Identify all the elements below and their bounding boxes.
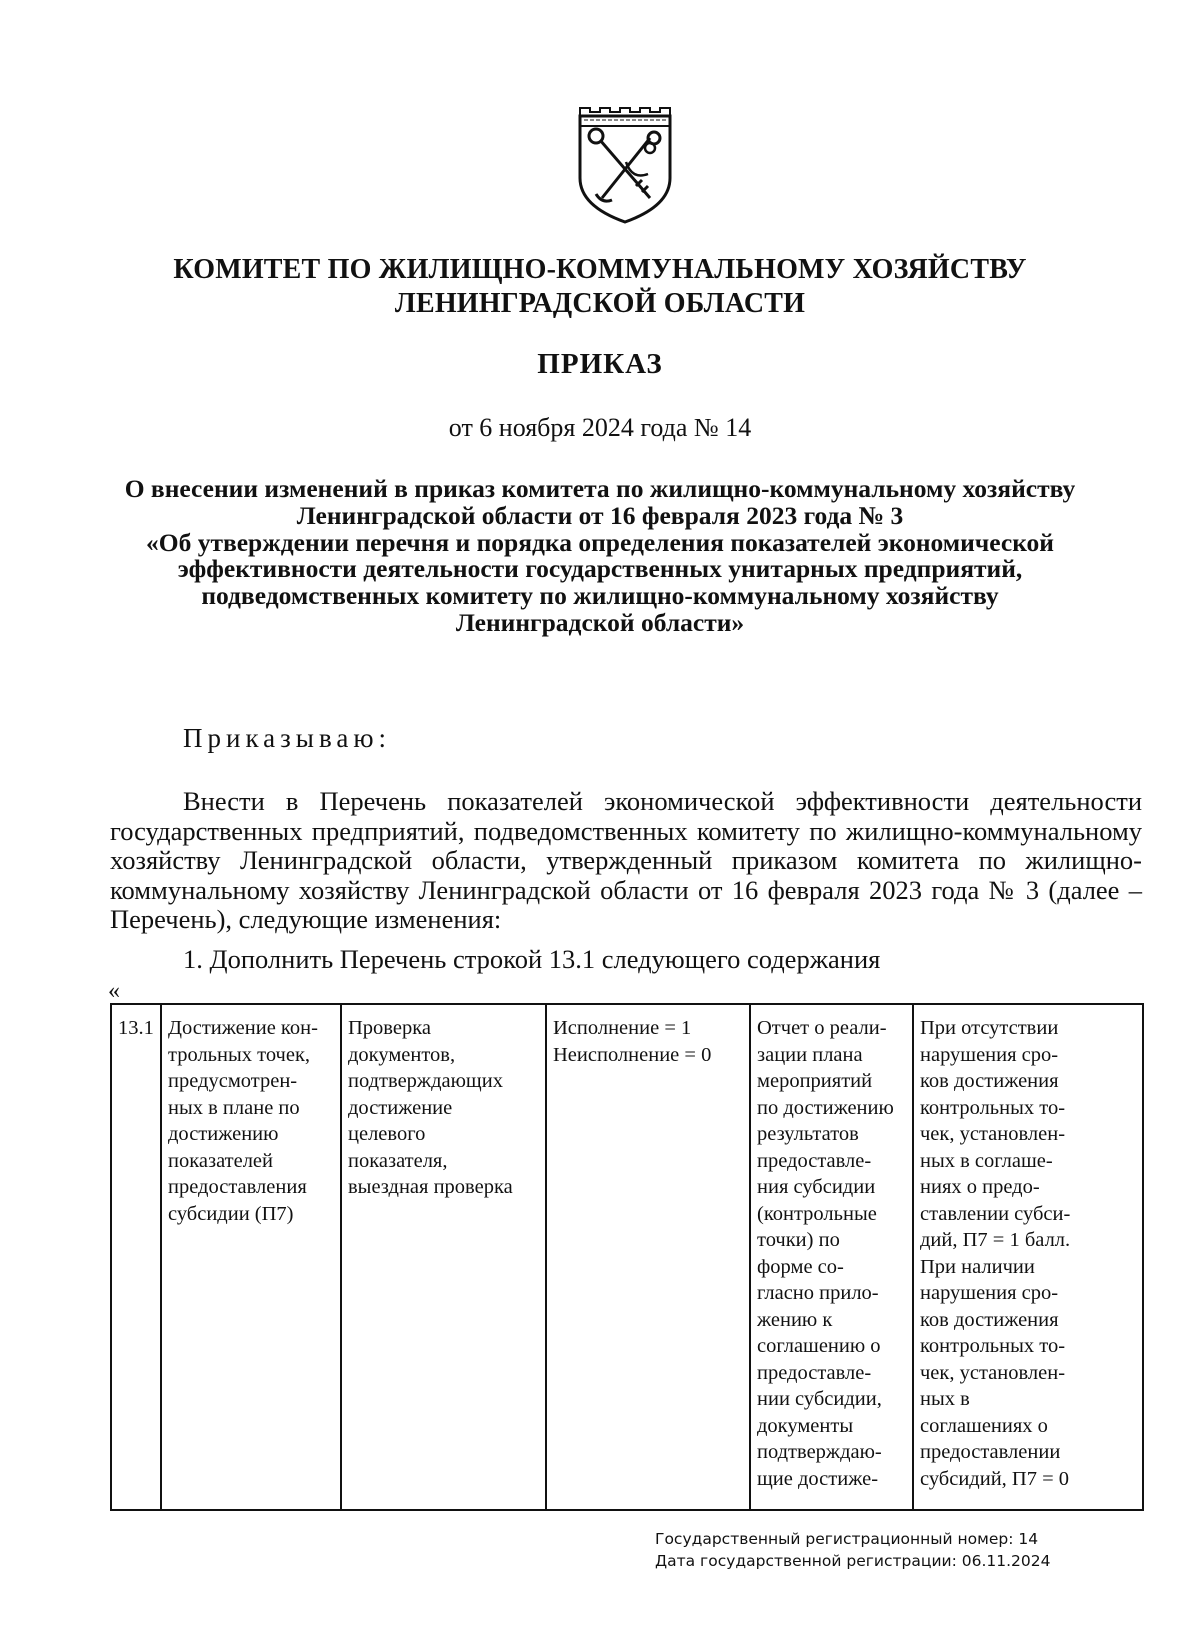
registration-number: Государственный регистрационный номер: 14 [655, 1530, 1039, 1548]
document-subject [100, 476, 1100, 637]
order-directive-word: Приказываю: [183, 723, 391, 753]
information-source-cell: Отчет о реали- зации плана мероприятий по достижению результатов предоставле- ния субсидии (контрольные точки) по форме со- гласно прило- жению к соглашению о предоставле- нии субсидии, документы подтверждаю- щие достиже- [750, 1004, 913, 1510]
verification-method-cell: Проверка документов, подтверждающих достижение целевого показателя, выездная проверка [341, 1004, 546, 1510]
inserted-row-table [110, 1003, 1144, 1511]
indicator-cell: Достижение кон- трольных точек, предусмотрен- ных в плане по достижению показателей предоставления субсидии (П7) [161, 1004, 341, 1510]
opening-quote-mark: « [108, 978, 120, 1004]
organization-line-2: ЛЕНИНГРАДСКОЙ ОБЛАСТИ [394, 288, 806, 319]
document-type-title: ПРИКАЗ [537, 348, 663, 380]
body-paragraph: Внести в Перечень показателей экономической эффективности деятельности государственных предприятий, подведомственных комитету по жилищно-коммунальному хозяйству Ленинградской области, утвержденный приказом комитета по жилищно-коммунальному хозяйству Ленинградской области от 16 февраля 2023 года № 3 (далее – Перечень), следующие изменения: [110, 786, 1142, 934]
indicator-values-cell: Исполнение = 1 Неисполнение = 0 [546, 1004, 750, 1510]
organization-line-1: КОМИТЕТ ПО ЖИЛИЩНО-КОММУНАЛЬНОМУ ХОЗЯЙСТВУ [173, 254, 1027, 285]
amendment-item-1: 1. Дополнить Перечень строкой 13.1 следующего содержания [183, 944, 881, 974]
subject-line: Ленинградской области от 16 февраля 2023 года № 3 [296, 500, 904, 530]
table-row [111, 1004, 1143, 1510]
registration-date: Дата государственной регистрации: 06.11.2024 [655, 1552, 1051, 1570]
subject-line: эффективности деятельности государственных унитарных предприятий, [177, 554, 1023, 584]
organization-heading [100, 253, 1100, 321]
subject-line: подведомственных комитету по жилищно-коммунальному хозяйству [201, 581, 999, 611]
leningrad-oblast-emblem-icon [576, 102, 674, 226]
scoring-rule-cell: При отсутствии нарушения сро- ков достижения контрольных то- чек, установлен- ных в соглаше- ниях о предо- ставлении субси- дий, П7 = 1 балл. При наличии нарушения сро- ков достижения контрольных то- чек, установлен- ных в соглашениях о предоставлении субсидий, П7 = 0 [913, 1004, 1143, 1510]
subject-line: «Об утверждении перечня и порядка определения показателей экономической [145, 527, 1054, 557]
subject-line: Ленинградской области» [455, 607, 745, 637]
registration-footer [655, 1528, 1051, 1572]
subject-line: О внесении изменений в приказ комитета по жилищно-коммунальному хозяйству [124, 474, 1076, 503]
document-date-number: от 6 ноября 2024 года № 14 [448, 413, 752, 442]
row-number-cell: 13.1 [111, 1004, 161, 1510]
